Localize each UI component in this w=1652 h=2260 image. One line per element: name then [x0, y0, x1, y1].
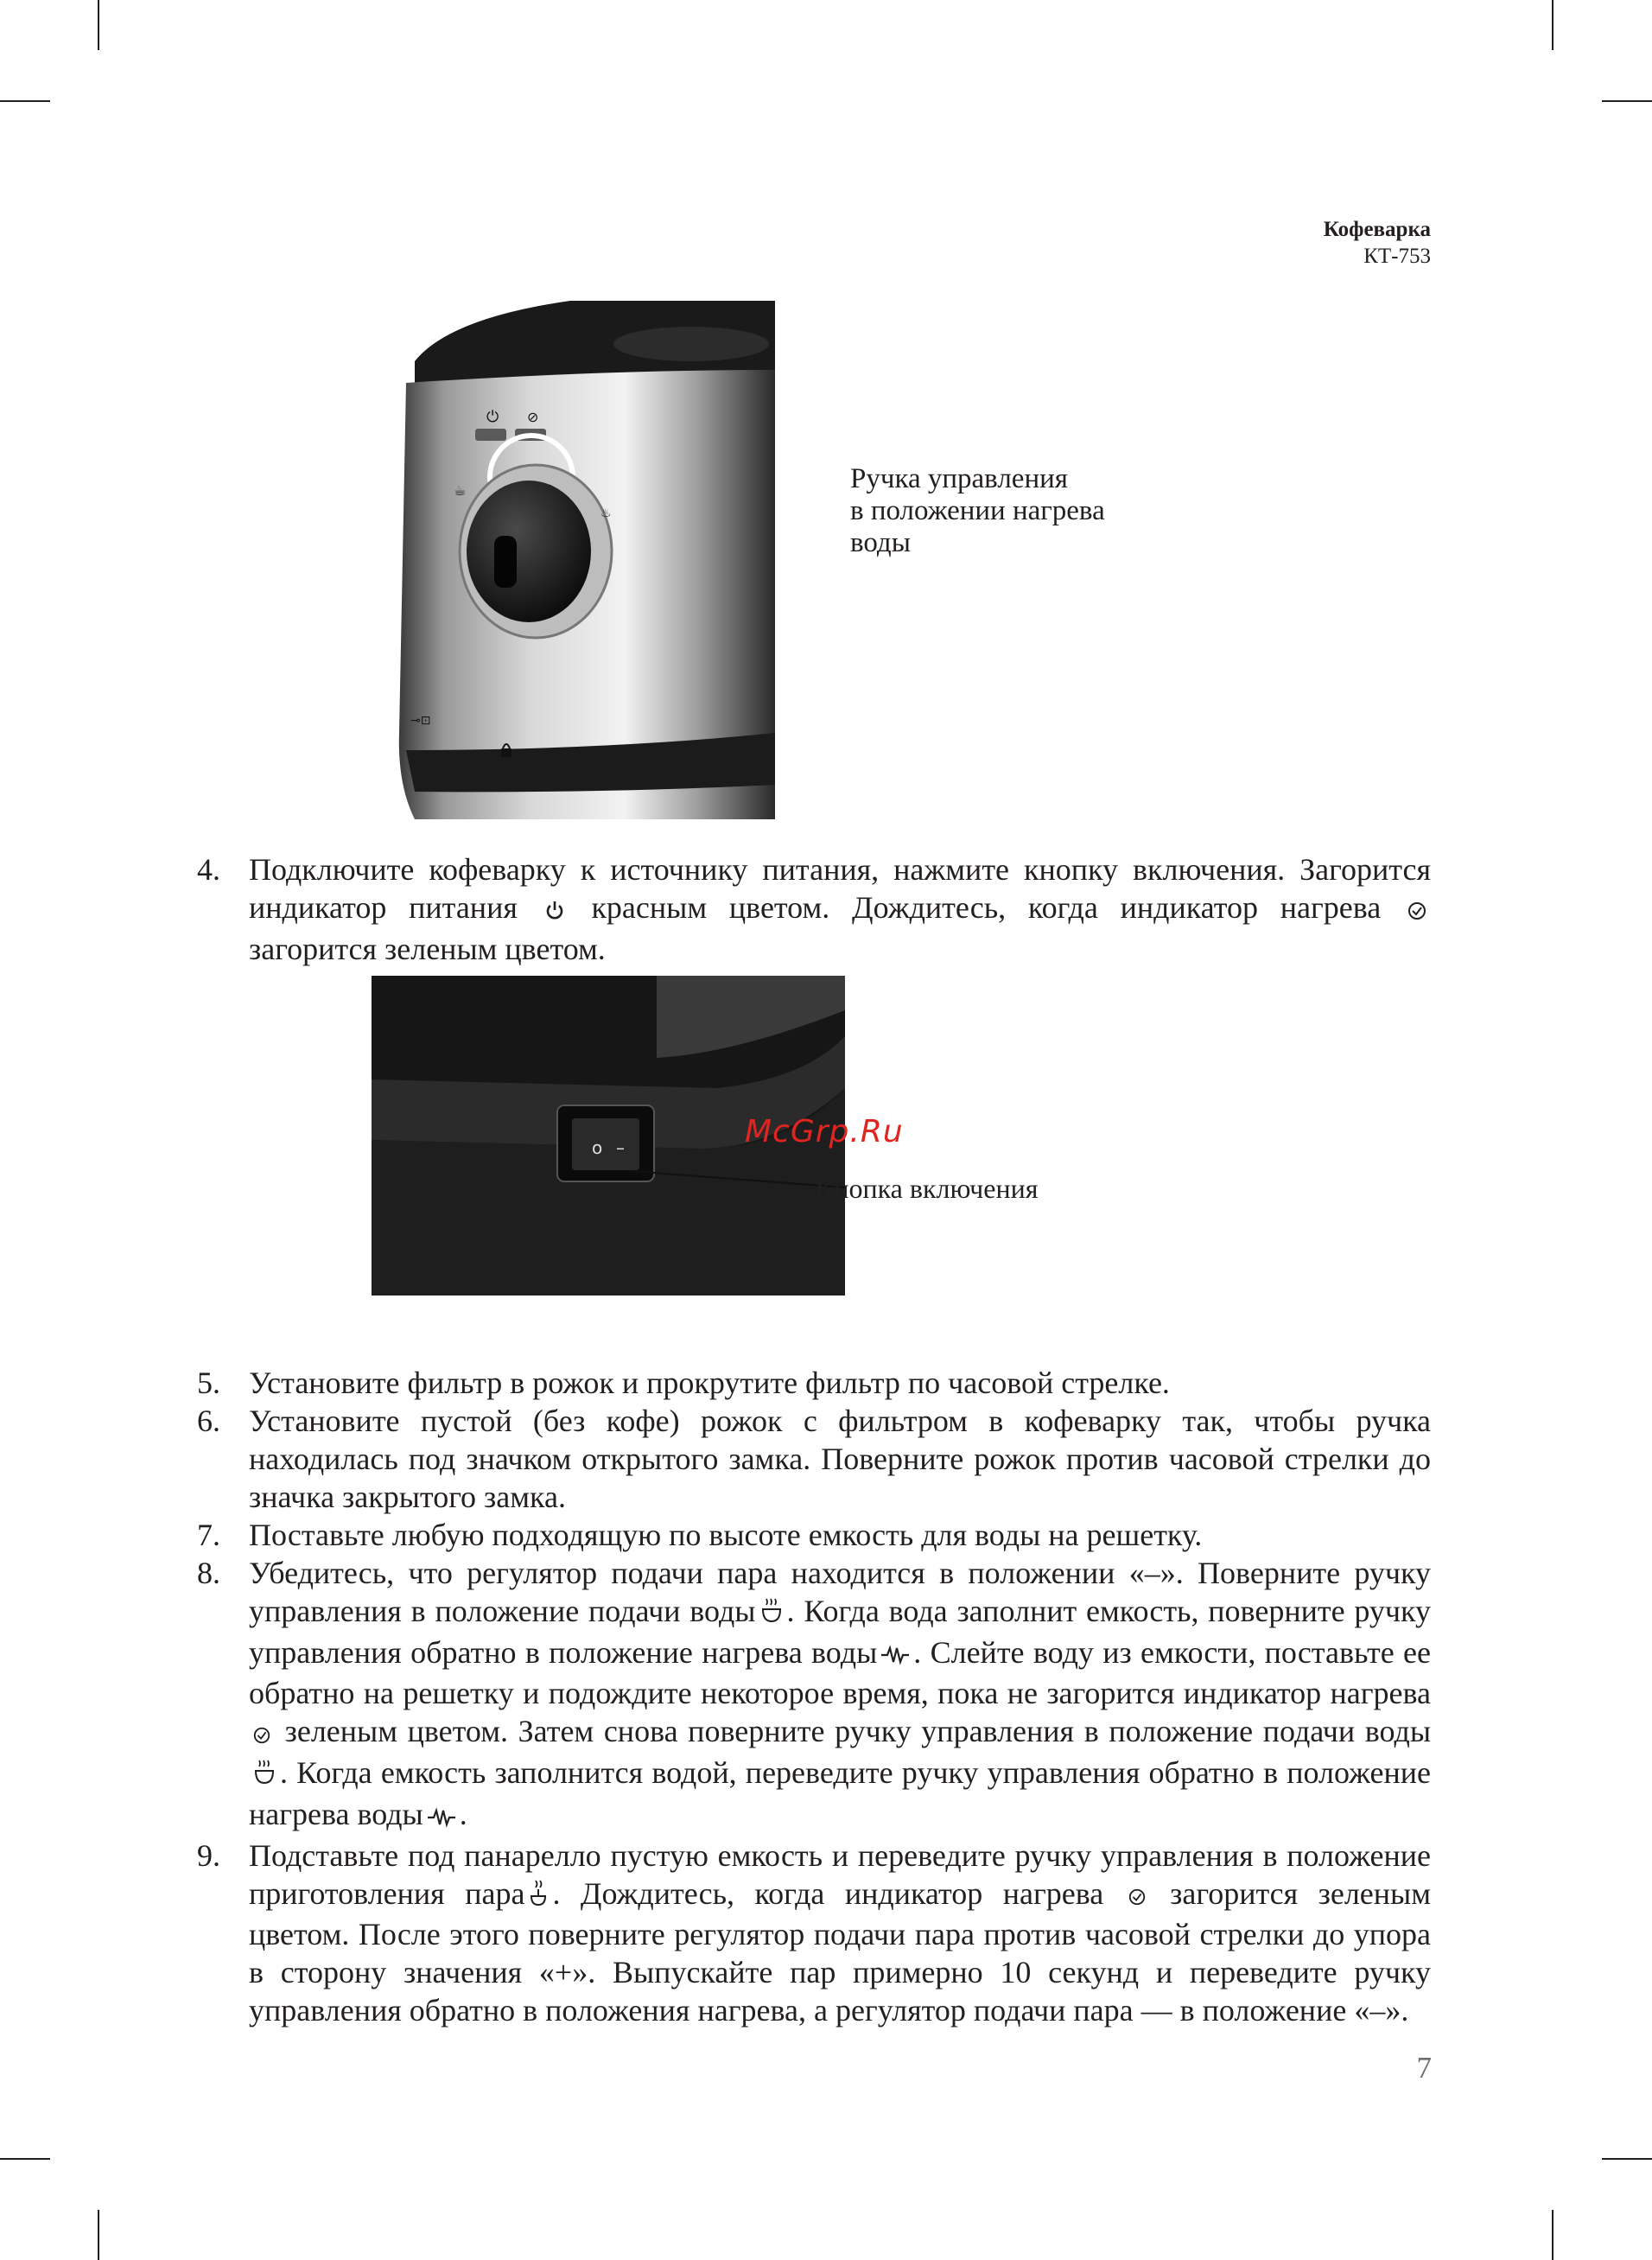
step-item — [197, 1402, 1431, 1516]
unlock-icon: ⊸⊡ — [410, 714, 431, 728]
step-text: Поставьте любую подходящую по высоте емкость для воды на решетку. — [249, 1518, 1203, 1552]
water-heat-icon — [880, 1636, 910, 1674]
steam-icon: ♨ — [600, 506, 612, 520]
step-text: загорится зеленым цветом. — [249, 931, 606, 966]
water-heat-icon — [427, 1798, 456, 1837]
header-model: КТ-753 — [1363, 245, 1431, 268]
step-item — [197, 850, 1431, 968]
step-number: 7. — [197, 1518, 220, 1552]
step-text: Подставьте под панарелло пустую емкость и переведите ручку управления в положение приготовления пара — [249, 1837, 1431, 1911]
caption-line: в положении нагрева — [850, 495, 1105, 526]
crop-mark — [1602, 100, 1652, 102]
switch-on-mark: – — [616, 1137, 625, 1158]
heat-ready-icon — [1407, 892, 1427, 930]
step-text: . Когда емкость заполнится водой, переведите ручку управления обратно в положение нагрева воды — [249, 1755, 1431, 1831]
step-text: . — [459, 1796, 467, 1831]
crop-mark — [1552, 0, 1554, 50]
heat-ready-icon — [252, 1716, 271, 1754]
figure2-caption: Кнопка включения — [816, 1173, 1039, 1204]
step-number: 8. — [197, 1556, 220, 1590]
caption-line: воды — [850, 527, 911, 558]
water-cup-icon — [252, 1757, 276, 1795]
step-text: . Когда вода заполнит емкость, поверните ручку управления обратно в положение нагрева воды — [249, 1594, 1431, 1670]
control-knob — [467, 481, 591, 622]
coffee-machine-illustration — [346, 301, 775, 819]
control-knob-photo — [346, 301, 775, 819]
step-item — [197, 1516, 1431, 1554]
crop-mark — [98, 2210, 99, 2260]
step-item — [197, 1364, 1431, 1402]
lock-icon — [501, 748, 511, 757]
water-cup-icon — [759, 1595, 784, 1633]
page-number: 7 — [1416, 2051, 1432, 2085]
step-text: . Слейте воду из емкости, поставьте ее обратно на решетку и подождите некоторое время, пока не загорится индикатор нагрева — [249, 1634, 1431, 1711]
step-number: 9. — [197, 1837, 220, 1873]
water-cup-icon: ☕ — [454, 482, 467, 499]
step-text: . Дождитесь, когда индикатор нагрева — [552, 1875, 1104, 1911]
step-number: 6. — [197, 1404, 220, 1438]
steam-icon — [528, 1877, 549, 1915]
power-icon — [543, 892, 566, 930]
step-text: Установите фильтр в рожок и прокрутите фильтр по часовой стрелке. — [249, 1366, 1170, 1400]
running-header — [1324, 216, 1431, 270]
step-item — [197, 1554, 1431, 1837]
step-text: Подключите кофеварку к источнику питания, нажмите кнопку включения. Загорится индикатор питания — [249, 852, 1431, 925]
crop-mark — [0, 100, 50, 102]
step-number: 4. — [197, 852, 220, 887]
crop-mark — [1552, 2210, 1554, 2260]
crop-mark — [1602, 2158, 1652, 2160]
crop-mark — [0, 2158, 50, 2160]
heat-ready-icon — [1128, 1877, 1147, 1915]
step-text: зеленым цветом. Затем снова поверните ручку управления в положение подачи воды — [284, 1714, 1432, 1749]
step-item — [197, 1837, 1431, 2030]
switch-off-mark: o — [592, 1137, 603, 1158]
crop-mark — [98, 0, 99, 50]
step-number: 5. — [197, 1366, 220, 1400]
figure1-caption — [850, 463, 1161, 559]
instruction-list-part2 — [197, 1364, 1431, 2029]
heat-indicator-icon: ⊘ — [527, 409, 539, 425]
step-text: красным цветом. Дождитесь, когда индикатор нагрева — [591, 890, 1382, 925]
caption-line: Ручка управления — [850, 463, 1068, 494]
power-indicator-icon: ⏻ — [486, 408, 499, 426]
step-text: Установите пустой (без кофе) рожок с фильтром в кофеварку так, чтобы ручка находилась под значком открытого замка. Поверните рожок против часовой стрелки до значка закрытого замка. — [249, 1404, 1431, 1514]
step-text: загорится зеленым цветом. После этого поверните регулятор подачи пара против часовой стрелки до упора в сторону значения «+». Выпускайте пар примерно 10 секунд и переведите ручку управления обратно в положения нагрева, а регулятор подачи пара — в положение «–». — [249, 1875, 1432, 2028]
step-text: Убедитесь, что регулятор подачи пара находится в положении «–». Поверните ручку управления в положение подачи воды — [249, 1556, 1431, 1628]
watermark: McGrp.Ru — [745, 1114, 904, 1149]
instruction-list-part1 — [197, 850, 1431, 968]
header-title: Кофеварка — [1323, 218, 1431, 241]
